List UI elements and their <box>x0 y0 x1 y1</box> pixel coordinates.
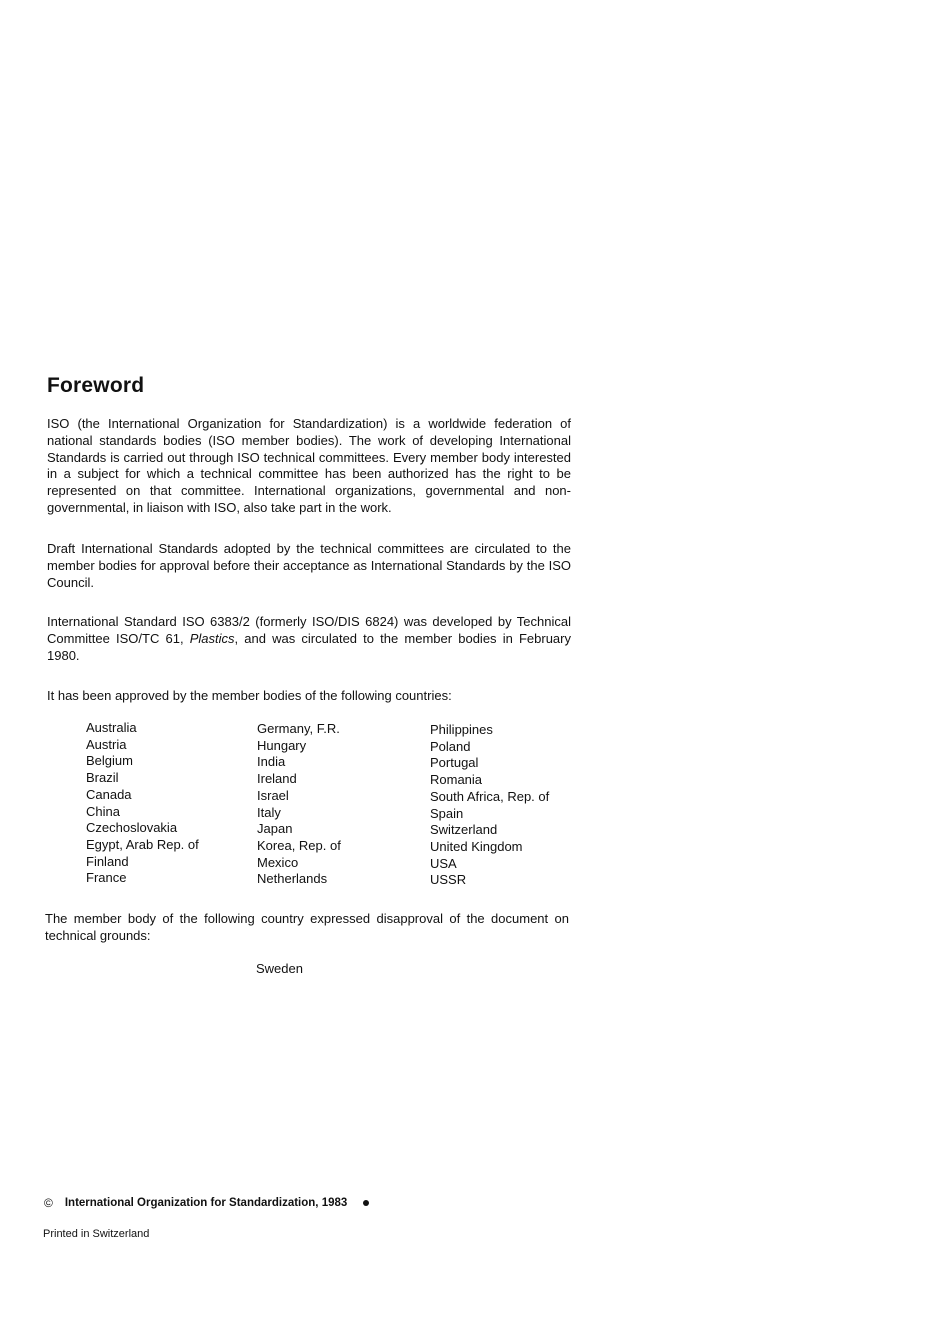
country-item: Hungary <box>257 737 307 753</box>
copyright-symbol: © <box>44 1196 53 1210</box>
country-item: Switzerland <box>430 822 498 838</box>
country-item: Italy <box>257 804 281 820</box>
country-item: Finland <box>86 853 129 869</box>
paragraph-approval: It has been approved by the member bodies of the following countries: <box>47 688 452 703</box>
country-item: Austria <box>86 736 127 752</box>
country-item: Belgium <box>86 753 133 769</box>
disapproving-country: Sweden <box>256 961 303 976</box>
country-item: South Africa, Rep. of <box>430 788 550 804</box>
country-item: USA <box>430 855 457 871</box>
country-item: France <box>86 870 127 886</box>
country-list-column-2 <box>257 721 341 888</box>
country-item: Netherlands <box>257 871 328 887</box>
country-item: Poland <box>430 738 471 754</box>
country-item: Portugal <box>430 755 479 771</box>
bullet-icon <box>363 1200 369 1206</box>
page-title: Foreword <box>47 374 145 397</box>
country-item: Ireland <box>257 771 297 787</box>
printed-location: Printed in Switzerland <box>43 1228 150 1240</box>
committee-name: Plastics <box>189 630 235 646</box>
country-item: India <box>257 754 286 770</box>
country-item: USSR <box>430 872 467 888</box>
country-item: Mexico <box>257 854 299 870</box>
country-list-column-3 <box>430 722 549 889</box>
country-item: Australia <box>86 720 137 735</box>
copyright-line <box>44 1196 369 1210</box>
paragraph-disapproval: The member body of the following country expressed disapproval of the document on technical grounds: <box>45 911 569 943</box>
paragraph-iso-intro: ISO (the International Organization for Standardization) is a worldwide federation of national standards bodies (ISO member bodies). The work of developing International Standards is carried out through ISO technical committees. Every member body interested in a subject for which a technical committee has been authorized has the right to be represented on that committee. International organizations, governmental and non-governmental, in liaison with ISO, also take part in the work. <box>47 416 571 515</box>
country-item: Brazil <box>86 770 119 786</box>
country-item: Korea, Rep. of <box>257 837 341 853</box>
country-item: Israel <box>257 787 289 803</box>
country-list-column-1 <box>86 720 199 887</box>
paragraph-standard-info <box>47 614 571 664</box>
country-item: Czechoslovakia <box>86 820 178 836</box>
country-item: Romania <box>430 772 483 788</box>
standard-info-text-end: , and was circulated to the member bodies in February 1980. <box>47 630 571 663</box>
paragraph-draft-standards: Draft International Standards adopted by the technical committees are circulated to the member bodies for approval before their acceptance as International Standards by the ISO Council. <box>47 541 571 590</box>
country-item: China <box>86 803 120 819</box>
country-item: United Kingdom <box>430 838 523 854</box>
country-item: Canada <box>86 786 132 802</box>
copyright-text: International Organization for Standardization, 1983 <box>64 1197 348 1209</box>
country-item: Spain <box>430 805 464 821</box>
country-item: Germany, F.R. <box>257 721 340 736</box>
country-item: Philippines <box>430 722 493 737</box>
country-item: Egypt, Arab Rep. of <box>86 836 199 852</box>
standard-info-text: International Standard ISO 6383/2 (formerly ISO/DIS 6824) was developed by Technical Committee ISO/TC 61, <box>47 614 571 646</box>
country-item: Japan <box>257 821 293 837</box>
